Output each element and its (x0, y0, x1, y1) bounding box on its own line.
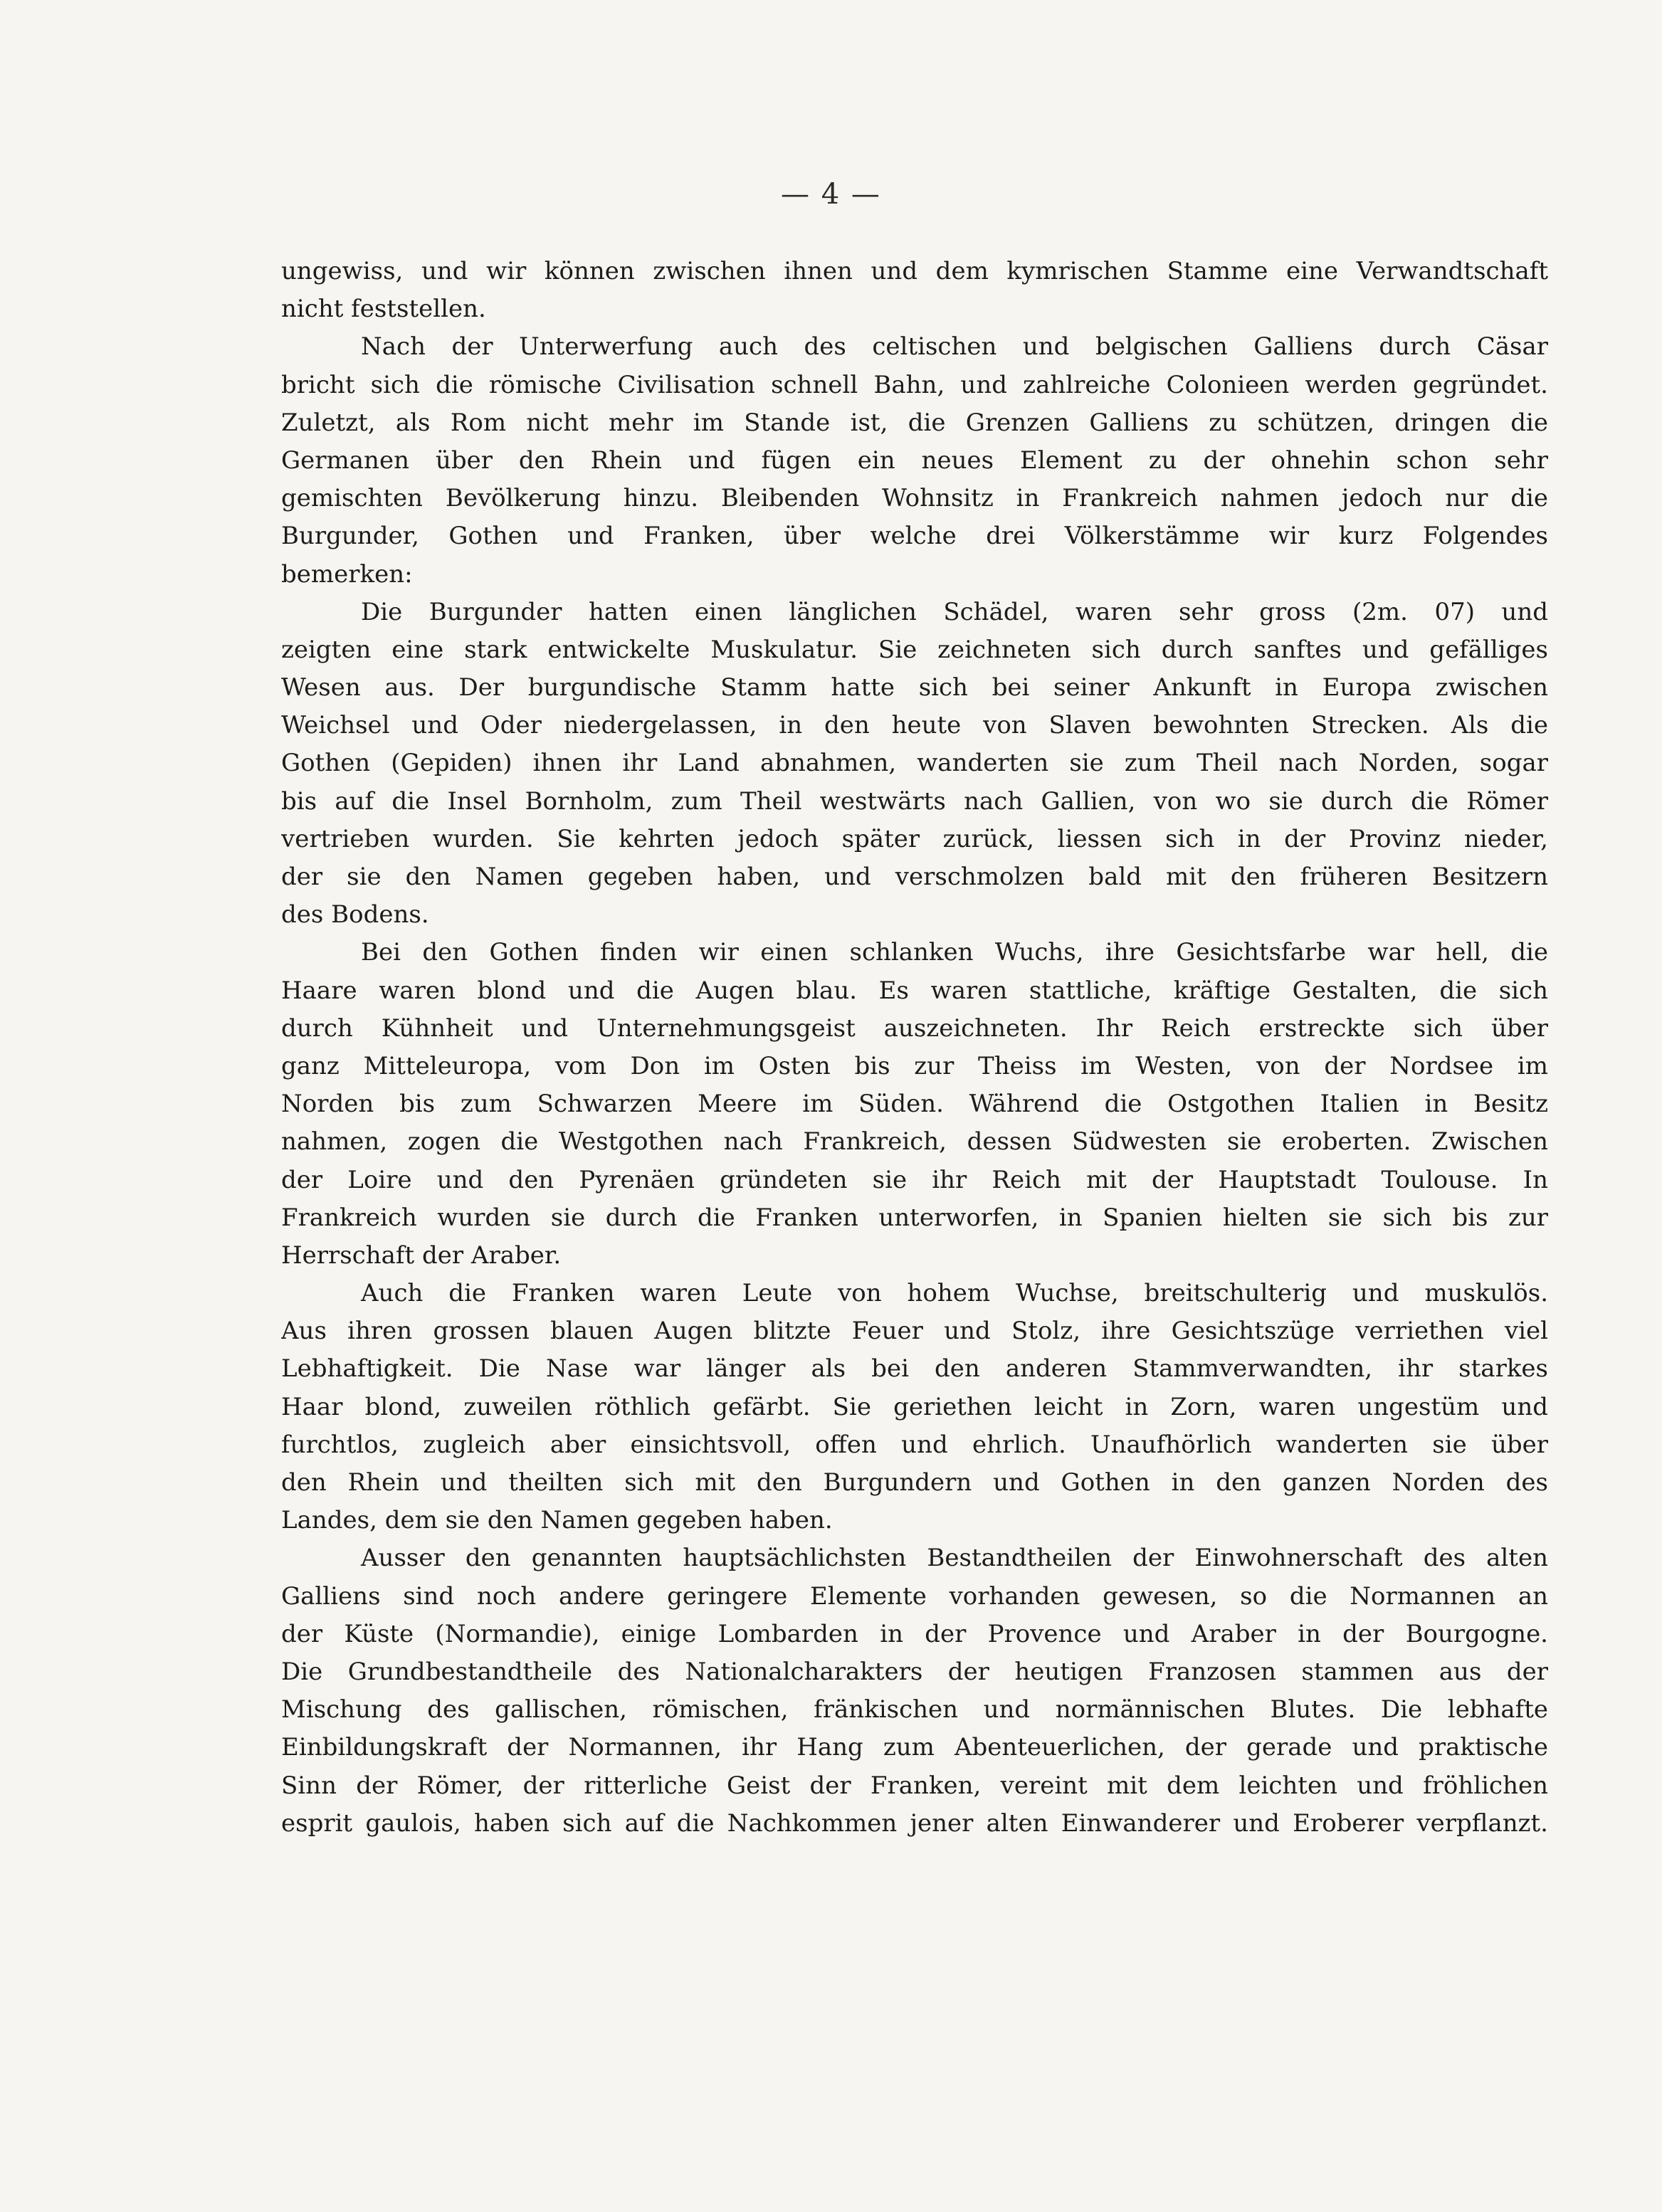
paragraph-3 (281, 594, 1548, 934)
text-line: Germanen über den Rhein und fügen ein neues Element zu der ohnehin schon sehr (281, 446, 1548, 475)
text-line: Die Grundbestandtheile des Nationalcharakters der heutigen Franzosen stammen aus der (281, 1657, 1548, 1686)
text-line: der Loire und den Pyrenäen gründeten sie ihr Reich mit der Hauptstadt Toulouse. In (281, 1165, 1548, 1194)
text-line: den Rhein und theilten sich mit den Burgundern und Gothen in den ganzen Norden des (281, 1468, 1548, 1497)
text-line: Sinn der Römer, der ritterliche Geist der Franken, vereint mit dem leichten und fröhlichen (281, 1771, 1548, 1800)
text-line: Landes, dem sie den Namen gegeben haben. (281, 1506, 833, 1535)
text-line: Nach der Unterwerfung auch des celtischen und belgischen Galliens durch Cäsar (361, 332, 1548, 362)
text-line: vertrieben wurden. Sie kehrten jedoch später zurück, liessen sich in der Provinz nieder, (281, 824, 1548, 853)
text-line: durch Kühnheit und Unternehmungsgeist auszeichneten. Ihr Reich erstreckte sich über (281, 1013, 1548, 1043)
text-line: des Bodens. (281, 900, 429, 929)
text-line: Einbildungskraft der Normannen, ihr Hang zum Abenteuerlichen, der gerade und praktische (281, 1733, 1548, 1762)
paragraph-4 (281, 934, 1548, 1275)
text-line: Lebhaftigkeit. Die Nase war länger als bei den anderen Stammverwandten, ihr starkes (281, 1354, 1548, 1384)
text-line: Wesen aus. Der burgundische Stamm hatte sich bei seiner Ankunft in Europa zwischen (281, 673, 1548, 702)
text-line: Mischung des gallischen, römischen, fränkischen und normännischen Blutes. Die lebhafte (281, 1695, 1548, 1724)
text-line: Auch die Franken waren Leute von hohem Wuchse, breitschulterig und muskulös. (361, 1279, 1548, 1308)
page-number: — 4 — (781, 178, 881, 211)
text-line: Frankreich wurden sie durch die Franken unterworfen, in Spanien hielten sie sich bis zur (281, 1203, 1548, 1232)
text-line: zeigten eine stark entwickelte Muskulatur. Sie zeichneten sich durch sanftes und gefälliges (281, 635, 1548, 664)
text-line: bricht sich die römische Civilisation schnell Bahn, und zahlreiche Colonieen werden gegründet. (281, 370, 1548, 399)
paragraph-1 (281, 253, 1548, 328)
text-line: Haar blond, zuweilen röthlich gefärbt. Sie geriethen leicht in Zorn, waren ungestüm und (281, 1392, 1548, 1421)
text-line: der Küste (Normandie), einige Lombarden in der Provence und Araber in der Bourgogne. (281, 1619, 1548, 1648)
text-line: ungewiss, und wir können zwischen ihnen und dem kymrischen Stamme eine Verwandtschaft (281, 257, 1548, 285)
text-line: Gothen (Gepiden) ihnen ihr Land abnahmen, wanderten sie zum Theil nach Norden, sogar (281, 749, 1548, 778)
text-line: Zuletzt, als Rom nicht mehr im Stande ist, die Grenzen Galliens zu schützen, dringen die (281, 408, 1548, 437)
text-line: Weichsel und Oder niedergelassen, in den heute von Slaven bewohnten Strecken. Als die (281, 711, 1548, 740)
text-line: bemerken: (281, 559, 413, 589)
text-line: nahmen, zogen die Westgothen nach Frankreich, dessen Südwesten sie eroberten. Zwischen (281, 1127, 1548, 1157)
text-line: Herrschaft der Araber. (281, 1241, 562, 1270)
paragraph-5 (281, 1275, 1548, 1539)
text-line: nicht feststellen. (281, 295, 486, 324)
text-line: esprit gaulois, haben sich auf die Nachkommen jener alten Einwanderer und Eroberer verpflanzt. (281, 1808, 1548, 1838)
paragraph-2 (281, 328, 1548, 593)
text-line: Bei den Gothen finden wir einen schlanken Wuchs, ihre Gesichtsfarbe war hell, die (361, 938, 1548, 967)
text-line: ganz Mitteleuropa, vom Don im Osten bis zur Theiss im Westen, von der Nordsee im (281, 1051, 1548, 1080)
text-line: Galliens sind noch andere geringere Elemente vorhanden gewesen, so die Normannen an (281, 1581, 1548, 1611)
text-line: gemischten Bevölkerung hinzu. Bleibenden Wohnsitz in Frankreich nahmen jedoch nur die (281, 484, 1548, 513)
text-line: bis auf die Insel Bornholm, zum Theil westwärts nach Gallien, von wo sie durch die Römer (281, 786, 1548, 816)
text-line: Burgunder, Gothen und Franken, über welche drei Völkerstämme wir kurz Folgendes (281, 522, 1548, 551)
text-line: Aus ihren grossen blauen Augen blitzte Feuer und Stolz, ihre Gesichtszüge verriethen viel (281, 1317, 1548, 1346)
text-line: Norden bis zum Schwarzen Meere im Süden. Während die Ostgothen Italien in Besitz (281, 1090, 1548, 1119)
text-line: Die Burgunder hatten einen länglichen Schädel, waren sehr gross (2m. 07) und (361, 597, 1548, 626)
text-line: furchtlos, zugleich aber einsichtsvoll, offen und ehrlich. Unaufhörlich wanderten sie über (281, 1430, 1548, 1459)
text-line: Haare waren blond und die Augen blau. Es waren stattliche, kräftige Gestalten, die sich (281, 976, 1548, 1005)
body-text (281, 253, 1548, 1843)
text-line: der sie den Namen gegeben haben, und verschmolzen bald mit den früheren Besitzern (281, 863, 1548, 891)
paragraph-6 (281, 1539, 1548, 1843)
text-line: Ausser den genannten hauptsächlichsten Bestandtheilen der Einwohnerschaft des alten (361, 1544, 1548, 1573)
